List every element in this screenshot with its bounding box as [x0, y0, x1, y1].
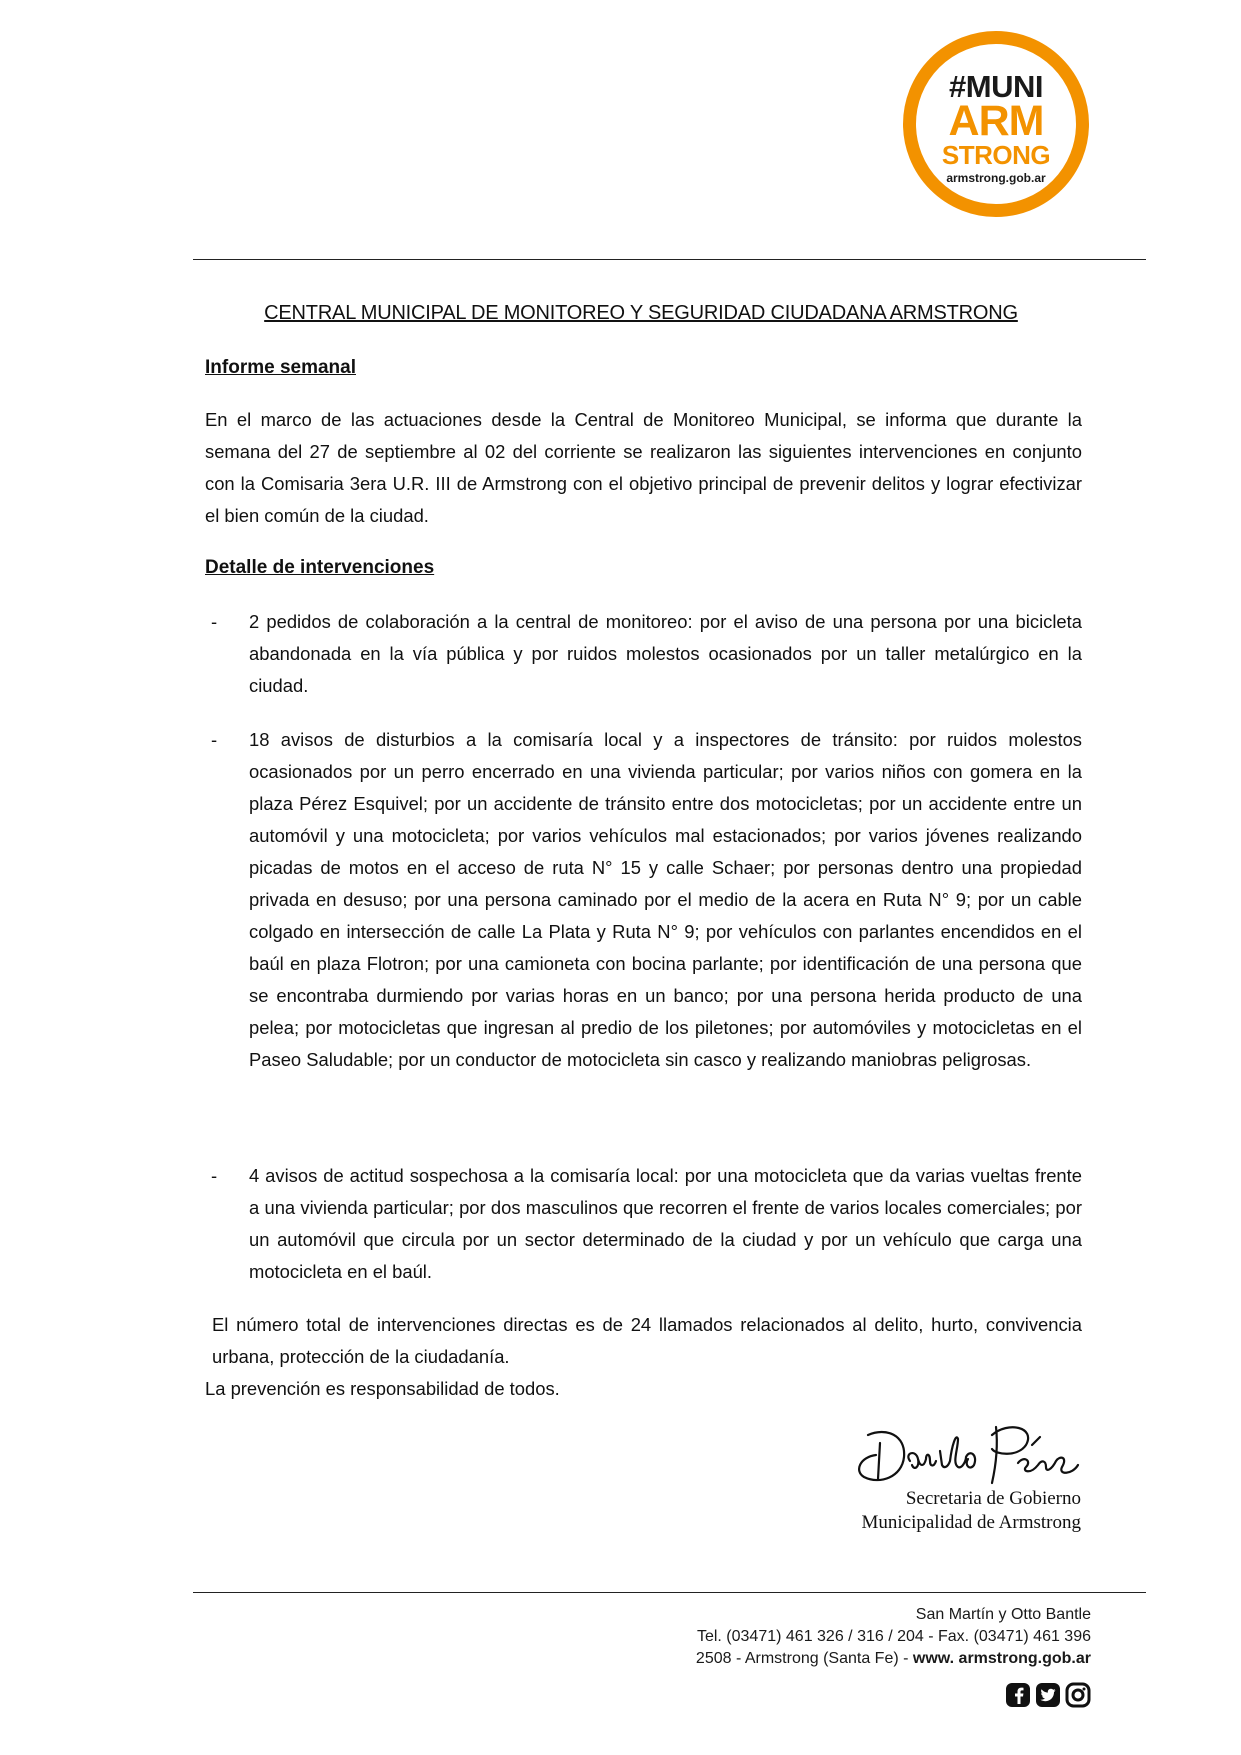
header-divider: [193, 259, 1146, 260]
list-item: [205, 606, 1082, 702]
signature-title: Secretaria de Gobierno: [905, 1488, 1081, 1509]
logo-hashtag: #MUNI: [949, 69, 1043, 104]
logo-site: armstrong.gob.ar: [946, 171, 1046, 185]
list-bullet: -: [211, 1165, 218, 1186]
list-item-text: 2 pedidos de colaboración a la central de monitoreo: por el aviso de una persona por una bicicleta abandonada en la vía pública y por ruidos molestos ocasionados por un taller metalúrgico en la ciudad.: [249, 611, 1082, 696]
total-paragraph: El número total de intervenciones directas es de 24 llamados relacionados al delito, hurto, convivencia urbana, protección de la ciudadanía.: [212, 1314, 1082, 1367]
logo-arm: ARM: [948, 97, 1044, 145]
facebook-icon[interactable]: [1005, 1682, 1031, 1708]
list-bullet: -: [211, 611, 218, 632]
document-title: CENTRAL MUNICIPAL DE MONITOREO Y SEGURIDAD CIUDADANA ARMSTRONG: [264, 302, 1018, 324]
handwritten-signature: [846, 1405, 1086, 1495]
section-heading-interventions: Detalle de intervenciones: [205, 557, 435, 578]
list-bullet: -: [211, 729, 218, 750]
list-item-text: 18 avisos de disturbios a la comisaría local y a inspectores de tránsito: por ruidos molestos ocasionados por un perro encerrado en una vivienda particular; por varios niños con gomera en la plaza Pérez Esquivel; por un accidente de tránsito entre dos motocicletas; por un accidente entre un automóvil y una motocicleta; por varios vehículos mal estacionados; por varios jóvenes realizando picadas de motos en el acceso de ruta N° 15 y calle Schaer; por personas dentro una propiedad privada en desuso; por una persona caminado por el medio de la acera en Ruta N° 9; por un cable colgado en intersección de calle La Plata y Ruta N° 9; por vehículos con parlantes encendidos en el baúl en plaza Flotron; por una camioneta con bocina parlante; por identificación de una persona que se encontraba durmiendo por varias horas en un banco; por una persona herida producto de una pelea; por motocicletas que ingresan al predio de los piletones; por automóviles y motocicletas en el Paseo Saludable; por un conductor de motocicleta sin casco y realizando maniobras peligrosas.: [249, 729, 1082, 1070]
signature-organization: Municipalidad de Armstrong: [861, 1512, 1081, 1533]
section-heading-weekly-report: Informe semanal: [205, 357, 356, 378]
list-item: [205, 724, 1082, 1076]
social-links: [1005, 1682, 1091, 1708]
intro-paragraph: En el marco de las actuaciones desde la Central de Monitoreo Municipal, se informa que durante la semana del 27 de septiembre al 02 del corriente se realizaron las siguientes intervenciones en conjunto con la Comisaria 3era U.R. III de Armstrong con el objetivo principal de prevenir delitos y lograr efectivizar el bien común de la ciudad.: [205, 409, 1082, 526]
instagram-icon[interactable]: [1065, 1682, 1091, 1708]
logo-strong: STRONG: [941, 140, 1051, 170]
twitter-icon[interactable]: [1035, 1682, 1061, 1708]
footer-address: San Martín y Otto Bantle: [915, 1606, 1091, 1623]
footer-divider: [193, 1592, 1146, 1593]
list-item: [205, 1160, 1082, 1288]
list-item-text: 4 avisos de actitud sospechosa a la comisaría local: por una motocicleta que da varias vueltas frente a una vivienda particular; por dos masculinos que recorren el frente de varios locales comerciales; por un automóvil que circula por un sector determinado de la ciudad y por un vehículo que carga una motocicleta en el baúl.: [249, 1165, 1082, 1282]
footer-city-website: [696, 1648, 1091, 1670]
footer-website-link[interactable]: www. armstrong.gob.ar: [912, 1650, 1091, 1667]
municipality-logo: [903, 31, 1089, 217]
footer-city: 2508 - Armstrong (Santa Fe) -: [695, 1650, 913, 1667]
closing-line: La prevención es responsabilidad de todos.: [205, 1378, 560, 1399]
footer-phones: Tel. (03471) 461 326 / 316 / 204 - Fax. (03471) 461 396: [696, 1628, 1091, 1645]
